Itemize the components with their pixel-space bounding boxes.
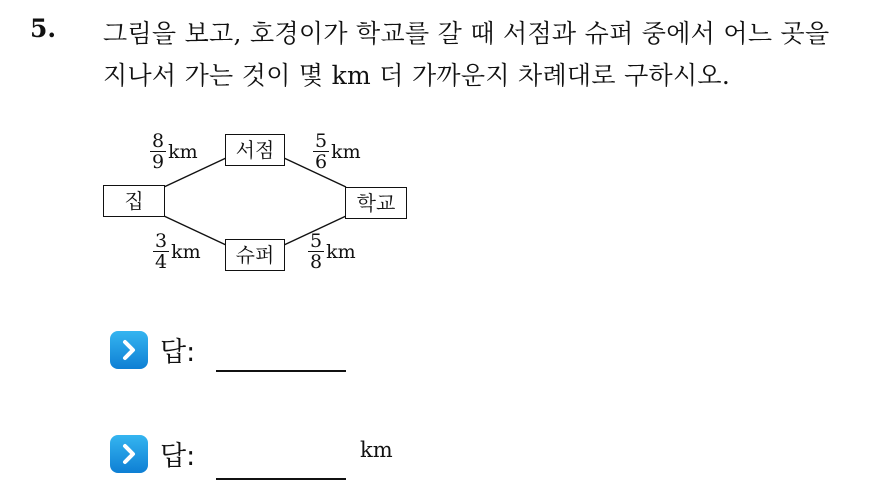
box-home: 집 — [103, 185, 165, 217]
fraction-denominator: 9 — [152, 151, 165, 173]
answer-row-2 — [110, 434, 195, 473]
fraction-numerator: 8 — [152, 130, 165, 152]
answer-blank-1[interactable] — [216, 370, 346, 372]
answer-label: 답: — [160, 441, 196, 472]
distance-bookstore-school — [313, 131, 361, 172]
fraction-numerator: 5 — [315, 130, 328, 152]
distance-home-bookstore — [150, 131, 198, 172]
distance-unit: km — [331, 140, 361, 163]
question-number: 5. — [30, 14, 57, 43]
fraction-numerator: 3 — [155, 230, 168, 252]
fraction-numerator: 5 — [310, 230, 323, 252]
chevron-right-icon — [110, 435, 148, 473]
distance-unit: km — [326, 240, 356, 263]
answer-unit: km — [360, 438, 393, 462]
answer-label: 답: — [160, 337, 196, 368]
fraction-denominator: 8 — [310, 251, 323, 273]
answer-blank-2[interactable] — [216, 478, 346, 480]
fraction-denominator: 4 — [155, 251, 168, 273]
distance-supermarket-school — [308, 231, 356, 272]
fraction-denominator: 6 — [315, 151, 328, 173]
chevron-right-icon — [110, 331, 148, 369]
box-supermarket: 슈퍼 — [225, 239, 285, 271]
answer-row-1 — [110, 330, 195, 369]
question-text-line2: 지나서 가는 것이 몇 km 더 가까운지 차례대로 구하시오. — [103, 61, 731, 90]
distance-unit: km — [168, 140, 198, 163]
box-bookstore: 서점 — [225, 134, 285, 166]
box-school: 학교 — [345, 187, 407, 219]
distance-unit: km — [171, 240, 201, 263]
distance-home-supermarket — [153, 231, 201, 272]
question-text-line1: 그림을 보고, 호경이가 학교를 갈 때 서점과 슈퍼 중에서 어느 곳을 — [103, 19, 830, 48]
